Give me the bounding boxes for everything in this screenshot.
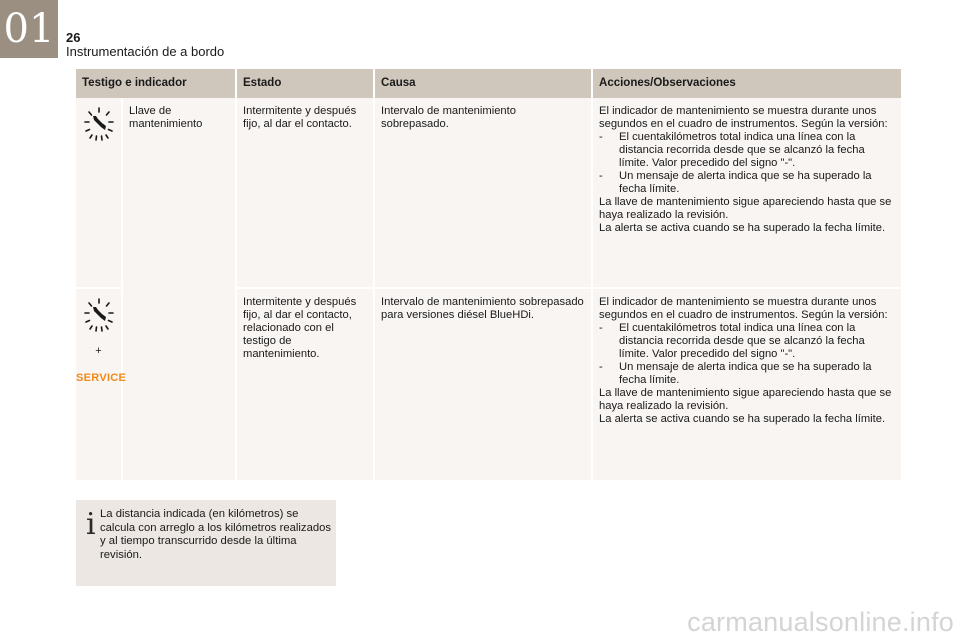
page-number: 26 [66,30,81,45]
page-title: Instrumentación de a bordo [66,44,225,59]
note-text: La distancia indicada (en kilómetros) se calcula con arreglo a los kilómetros realizados y al tiempo transcurrido desde la última revisión. [100,508,332,561]
causa-cell: Intervalo de mantenimiento sobrepasado. [374,98,592,288]
chapter-tab: 01 [0,0,58,58]
acciones-intro: El indicador de mantenimiento se muestra durante unos segundos en el cuadro de instrumentos. Según la versión: [599,105,888,130]
warning-lights-table [76,69,903,482]
indicator-name: Llave de mantenimiento [122,98,236,481]
causa-cell: Intervalo de mantenimiento sobrepasado para versiones diésel BlueHDi. [374,288,592,481]
header-testigo: Testigo e indicador [76,69,236,98]
info-note [76,500,336,586]
acciones-line: La alerta se activa cuando se ha superado la fecha límite. [599,222,886,234]
table-row [76,98,902,288]
indicator-icon-cell [76,98,122,288]
indicator-icon-cell [76,288,127,481]
wrench-icon [81,295,117,339]
header-causa: Causa [374,69,592,98]
acciones-cell [592,98,902,288]
table-header-row [76,69,902,98]
acciones-intro: El indicador de mantenimiento se muestra durante unos segundos en el cuadro de instrumentos. Según la versión: [599,296,888,321]
acciones-cell [592,288,902,481]
list-item: - Un mensaje de alerta indica que se ha superado la fecha límite. [599,170,872,195]
info-icon: i [86,507,96,542]
list-item: - El cuentakilómetros total indica una línea con la distancia recorrida desde que se alcanzó la fecha límite. Valor precedido del signo "-". [599,322,865,360]
watermark: carmanualsonline.info [687,607,954,637]
estado-cell: Intermitente y después fijo, al dar el contacto. [236,98,374,288]
wrench-icon [81,104,117,148]
list-item: - Un mensaje de alerta indica que se ha superado la fecha límite. [599,361,872,386]
header-estado: Estado [236,69,374,98]
acciones-line: La llave de mantenimiento sigue apareciendo hasta que se haya realizado la revisión. [599,387,892,412]
plus-sign: + [95,345,102,357]
header-acciones: Acciones/Observaciones [592,69,902,98]
list-item: - El cuentakilómetros total indica una línea con la distancia recorrida desde que se alcanzó la fecha límite. Valor precedido del signo "-". [599,131,865,169]
acciones-line: La alerta se activa cuando se ha superado la fecha límite. [599,413,886,425]
acciones-line: La llave de mantenimiento sigue apareciendo hasta que se haya realizado la revisión. [599,196,892,221]
estado-cell: Intermitente y después fijo, al dar el contacto, relacionado con el testigo de mantenimiento. [236,288,374,481]
service-icon: SERVICE [76,372,127,384]
